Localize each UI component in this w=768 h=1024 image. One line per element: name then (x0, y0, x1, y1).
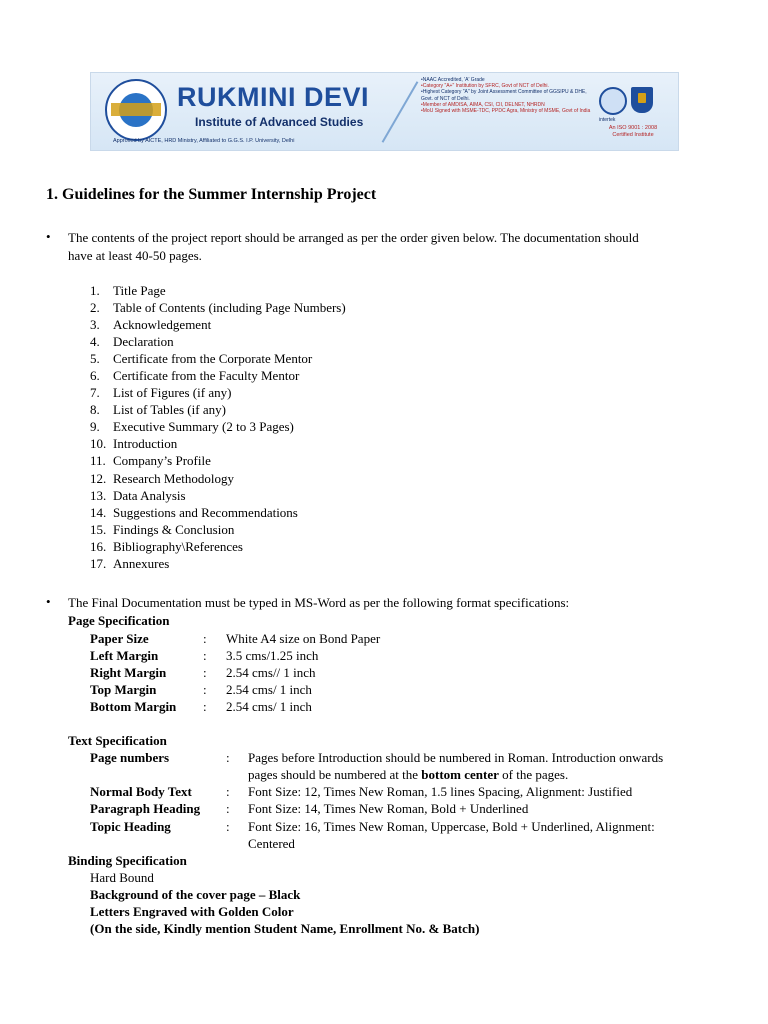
list-item (90, 401, 346, 418)
text-spec-heading: Text Specification (68, 733, 167, 748)
list-text: Company’s Profile (113, 453, 211, 469)
list-text: Data Analysis (113, 487, 186, 503)
list-item (90, 316, 346, 333)
spec-label: Bottom Margin (90, 699, 177, 714)
list-number: 16. (90, 538, 107, 554)
spec-label: Top Margin (90, 682, 157, 697)
spec-label: Left Margin (90, 648, 159, 663)
list-item (90, 555, 346, 572)
list-number: 4. (90, 334, 100, 350)
list-text: Acknowledgement (113, 317, 212, 333)
spec-colon: : (226, 819, 230, 834)
section-title: 1. Guidelines for the Summer Internship Project (46, 186, 377, 203)
list-item (90, 299, 346, 316)
list-text: Executive Summary (2 to 3 Pages) (113, 419, 294, 435)
spec-colon: : (203, 648, 207, 663)
format-intro: The Final Documentation must be typed in MS-Word as per the following format specifications: (68, 595, 570, 610)
list-number: 12. (90, 470, 107, 486)
list-item (90, 538, 346, 555)
list-number: 8. (90, 402, 100, 418)
binding-line: (On the side, Kindly mention Student Name, Enrollment No. & Batch) (90, 921, 480, 936)
list-number: 3. (90, 317, 100, 333)
list-number: 1. (90, 283, 100, 298)
accreditation-item: • MoU Signed with MSME-TDC, PPDC Agra, Ministry of MSME, Govt of India (421, 108, 591, 114)
list-item (90, 333, 346, 350)
spec-value-continued (248, 766, 568, 783)
iso-line: Certified Institute (612, 131, 654, 138)
spec-label: Paragraph Heading (90, 801, 201, 816)
spec-label: Topic Heading (90, 819, 171, 834)
list-text: Annexures (113, 555, 170, 571)
spec-value-text: pages should be numbered at the (248, 767, 422, 782)
ukas-shield-icon (631, 87, 653, 113)
spec-value-text: of the pages. (498, 767, 569, 782)
list-item (90, 452, 346, 469)
list-text: Certificate from the Corporate Mentor (113, 351, 313, 367)
iso-line: An ISO 9001 : 2008 (608, 125, 658, 131)
list-text: Declaration (113, 334, 174, 350)
spec-value: Pages before Introduction should be numbered in Roman. Introduction onwards (248, 750, 664, 765)
list-text: List of Figures (if any) (113, 385, 232, 401)
bullet-icon: • (46, 594, 51, 609)
spec-value: 2.54 cms// 1 inch (226, 665, 316, 680)
list-number: 7. (90, 385, 100, 401)
spec-value: 2.54 cms/ 1 inch (226, 682, 312, 697)
list-item (90, 282, 346, 299)
list-item (90, 521, 346, 538)
list-text: Introduction (113, 436, 178, 452)
accreditation-item: • NAAC Accredited, 'A' Grade (421, 77, 591, 83)
list-number: 15. (90, 521, 107, 537)
spec-value: Font Size: 12, Times New Roman, 1.5 lines Spacing, Alignment: Justified (248, 784, 633, 799)
accreditation-item: • Highest Category "A" by Joint Assessment Committee of GGSIPU & DHE, Govt. of NCT of Delhi. (421, 89, 591, 101)
spec-value: 3.5 cms/1.25 inch (226, 648, 319, 663)
list-text: Certificate from the Faculty Mentor (113, 368, 300, 384)
spec-value-emphasis: bottom center (421, 767, 499, 782)
list-text: Research Methodology (113, 470, 234, 486)
spec-label: Right Margin (90, 665, 167, 680)
list-number: 10. (90, 436, 107, 452)
intro-line: have at least 40-50 pages. (68, 247, 202, 263)
accreditation-item: • Category "A+" Institution by SFRC, Govt of NCT of Delhi. (421, 83, 591, 89)
spec-value: Font Size: 16, Times New Roman, Uppercase, Bold + Underlined, Alignment: (248, 819, 655, 834)
binding-line: Letters Engraved with Golden Color (90, 904, 294, 919)
list-number: 17. (90, 555, 107, 571)
spec-label: Page numbers (90, 750, 170, 765)
list-text: List of Tables (if any) (113, 402, 226, 418)
institute-subtitle: Institute of Advanced Studies (195, 115, 364, 129)
list-text: Bibliography\References (113, 538, 243, 554)
list-number: 13. (90, 487, 107, 503)
list-number: 6. (90, 368, 100, 384)
globe-icon (599, 87, 627, 115)
list-item (90, 367, 346, 384)
accreditation-item: • Member of AMDISA, AIMA, CSI, CII, DELNET, NHRDN (421, 102, 591, 108)
list-item (90, 418, 346, 435)
list-number: 14. (90, 504, 107, 520)
spec-value: 2.54 cms/ 1 inch (226, 699, 312, 714)
institute-header-banner (90, 72, 679, 151)
accreditation-list (421, 77, 591, 114)
list-text: Title Page (113, 283, 166, 298)
list-item (90, 487, 346, 504)
list-item (90, 470, 346, 487)
approval-line: Approved by AICTE, HRD Ministry, Affiliated to G.G.S. I.P. University, Delhi (113, 138, 295, 144)
list-number: 9. (90, 419, 100, 435)
spec-colon: : (203, 631, 207, 646)
spec-label: Paper Size (90, 631, 149, 646)
list-item (90, 435, 346, 452)
spec-colon: : (226, 801, 230, 816)
binding-line: Hard Bound (90, 870, 154, 885)
list-number: 11. (90, 453, 106, 469)
spec-label: Normal Body Text (90, 784, 192, 799)
list-text: Findings & Conclusion (113, 521, 235, 537)
intro-paragraph (68, 229, 639, 264)
spec-colon: : (203, 665, 207, 680)
spec-value-continued: Centered (248, 836, 295, 851)
list-number: 5. (90, 351, 100, 367)
list-item (90, 384, 346, 401)
contents-order-list (90, 282, 346, 572)
cert-logo-label: intertek (599, 117, 616, 123)
institute-emblem-icon (105, 79, 167, 141)
spec-colon: : (226, 750, 230, 765)
bullet-icon: • (46, 229, 51, 244)
certification-logos (599, 87, 659, 123)
institute-name: RUKMINI DEVI (177, 82, 370, 112)
binding-line: Background of the cover page – Black (90, 887, 301, 902)
list-text: Suggestions and Recommendations (113, 504, 298, 520)
intro-line: The contents of the project report should be arranged as per the order given below. The documentation should (68, 230, 639, 245)
spec-colon: : (226, 784, 230, 799)
iso-certification-text (595, 125, 671, 138)
spec-colon: : (203, 699, 207, 714)
spec-value: White A4 size on Bond Paper (226, 631, 381, 646)
spec-colon: : (203, 682, 207, 697)
list-item (90, 350, 346, 367)
spec-value: Font Size: 14, Times New Roman, Bold + Underlined (248, 801, 529, 816)
list-item (90, 504, 346, 521)
page-spec-heading: Page Specification (68, 613, 170, 628)
list-number: 2. (90, 300, 100, 316)
banner-divider (382, 81, 419, 143)
binding-spec-heading: Binding Specification (68, 853, 187, 868)
list-text: Table of Contents (including Page Numbers) (113, 300, 346, 316)
